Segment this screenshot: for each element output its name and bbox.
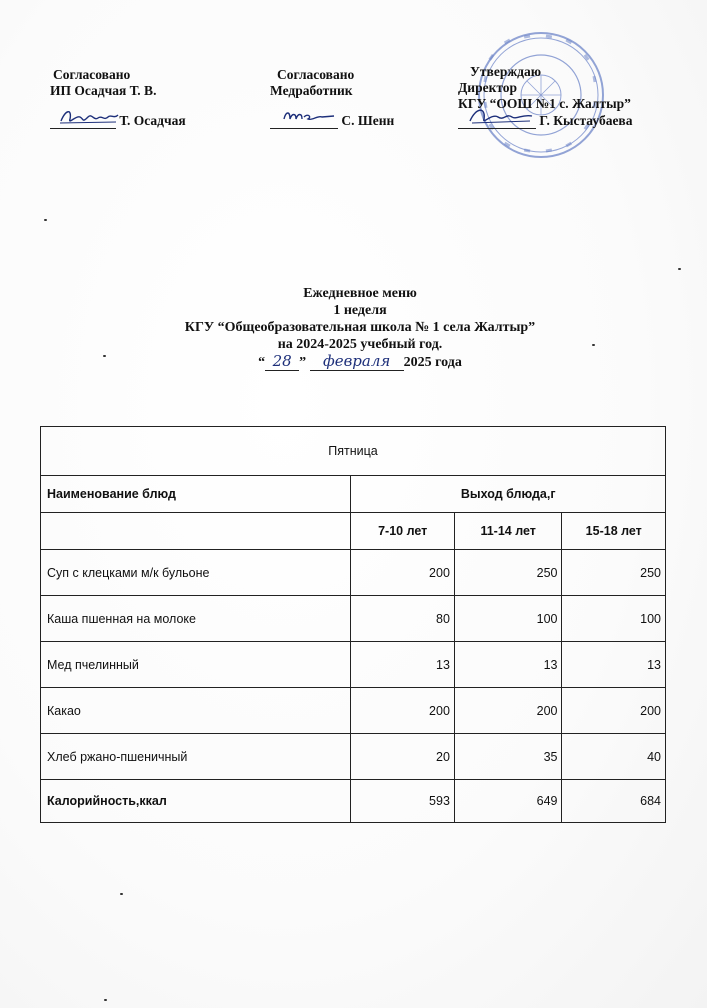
table-row <box>41 642 666 688</box>
dish-name: Мед пчелинный <box>41 642 351 688</box>
approval-middle-role: Медработник <box>270 83 353 98</box>
title-line-1: Ежедневное меню <box>303 286 417 301</box>
portion-value: 35 <box>454 734 562 780</box>
age-group-header: 15-18 лет <box>562 513 666 550</box>
approval-right-signer: Г. Кыстаубаева <box>539 113 633 128</box>
calories-value: 684 <box>562 780 666 823</box>
total-row <box>41 780 666 823</box>
approval-left-org: ИП Осадчая Т. В. <box>50 83 157 98</box>
date-year: 2025 года <box>403 355 462 370</box>
portion-value: 40 <box>562 734 666 780</box>
signature-line <box>458 114 536 129</box>
approval-right <box>458 64 632 129</box>
portion-value: 100 <box>454 596 562 642</box>
dish-name: Каша пшенная на молоке <box>41 596 351 642</box>
day-header: Пятница <box>41 427 666 476</box>
title-line-2: 1 неделя <box>333 303 387 318</box>
portion-value: 200 <box>454 688 562 734</box>
portion-value: 200 <box>562 688 666 734</box>
scan-speck <box>120 893 123 895</box>
portion-value: 250 <box>454 550 562 596</box>
signature-shenn <box>278 105 338 127</box>
portion-value: 100 <box>562 596 666 642</box>
approval-right-role: Директор <box>458 80 518 95</box>
date-close-quote: ” <box>299 355 307 370</box>
table-row <box>41 550 666 596</box>
table-row <box>41 596 666 642</box>
portion-value: 250 <box>562 550 666 596</box>
approval-left-signer: Т. Осадчая <box>119 113 186 128</box>
calories-label: Калорийность,ккал <box>41 780 351 823</box>
signature-line <box>270 114 338 129</box>
scan-speck <box>678 268 681 270</box>
portion-value: 13 <box>351 642 454 688</box>
dish-name: Хлеб ржано-пшеничный <box>41 734 351 780</box>
scan-speck <box>104 999 107 1001</box>
table-row <box>41 734 666 780</box>
age-group-header: 7-10 лет <box>351 513 454 550</box>
dish-name: Какао <box>41 688 351 734</box>
date-open-quote: “ <box>258 355 266 370</box>
signature-osadchaya <box>58 105 120 127</box>
calories-value: 649 <box>454 780 562 823</box>
date-day: 28 <box>265 353 299 371</box>
approval-right-label: Утверждаю <box>470 64 542 79</box>
approval-middle-signer: С. Шенн <box>341 113 395 128</box>
approval-middle <box>270 67 394 129</box>
scan-speck <box>103 355 106 357</box>
table-row <box>41 688 666 734</box>
age-header-empty <box>41 513 351 550</box>
date-line <box>258 353 462 371</box>
signature-kystaubaeva <box>466 105 536 127</box>
approval-middle-label: Согласовано <box>277 67 355 82</box>
title-line-3: КГУ “Общеобразовательная школа № 1 села Жалтыр” <box>184 320 536 335</box>
portion-value: 20 <box>351 734 454 780</box>
calories-value: 593 <box>351 780 454 823</box>
menu-title-block <box>120 285 600 371</box>
title-line-4: на 2024-2025 учебный год. <box>277 337 443 352</box>
portion-value: 200 <box>351 688 454 734</box>
signature-line <box>50 114 116 129</box>
column-header-dish: Наименование блюд <box>41 476 351 513</box>
portion-value: 80 <box>351 596 454 642</box>
age-group-header: 11-14 лет <box>454 513 562 550</box>
approval-right-org: КГУ “ООШ №1 с. Жалтыр” <box>458 96 631 111</box>
menu-table <box>40 426 666 823</box>
portion-value: 200 <box>351 550 454 596</box>
column-header-output: Выход блюда,г <box>351 476 666 513</box>
date-month: февраля <box>310 353 404 371</box>
scan-speck <box>44 219 47 221</box>
approval-left <box>50 67 186 129</box>
portion-value: 13 <box>562 642 666 688</box>
portion-value: 13 <box>454 642 562 688</box>
dish-name: Суп с клецками м/к бульоне <box>41 550 351 596</box>
approval-left-label: Согласовано <box>53 67 131 82</box>
